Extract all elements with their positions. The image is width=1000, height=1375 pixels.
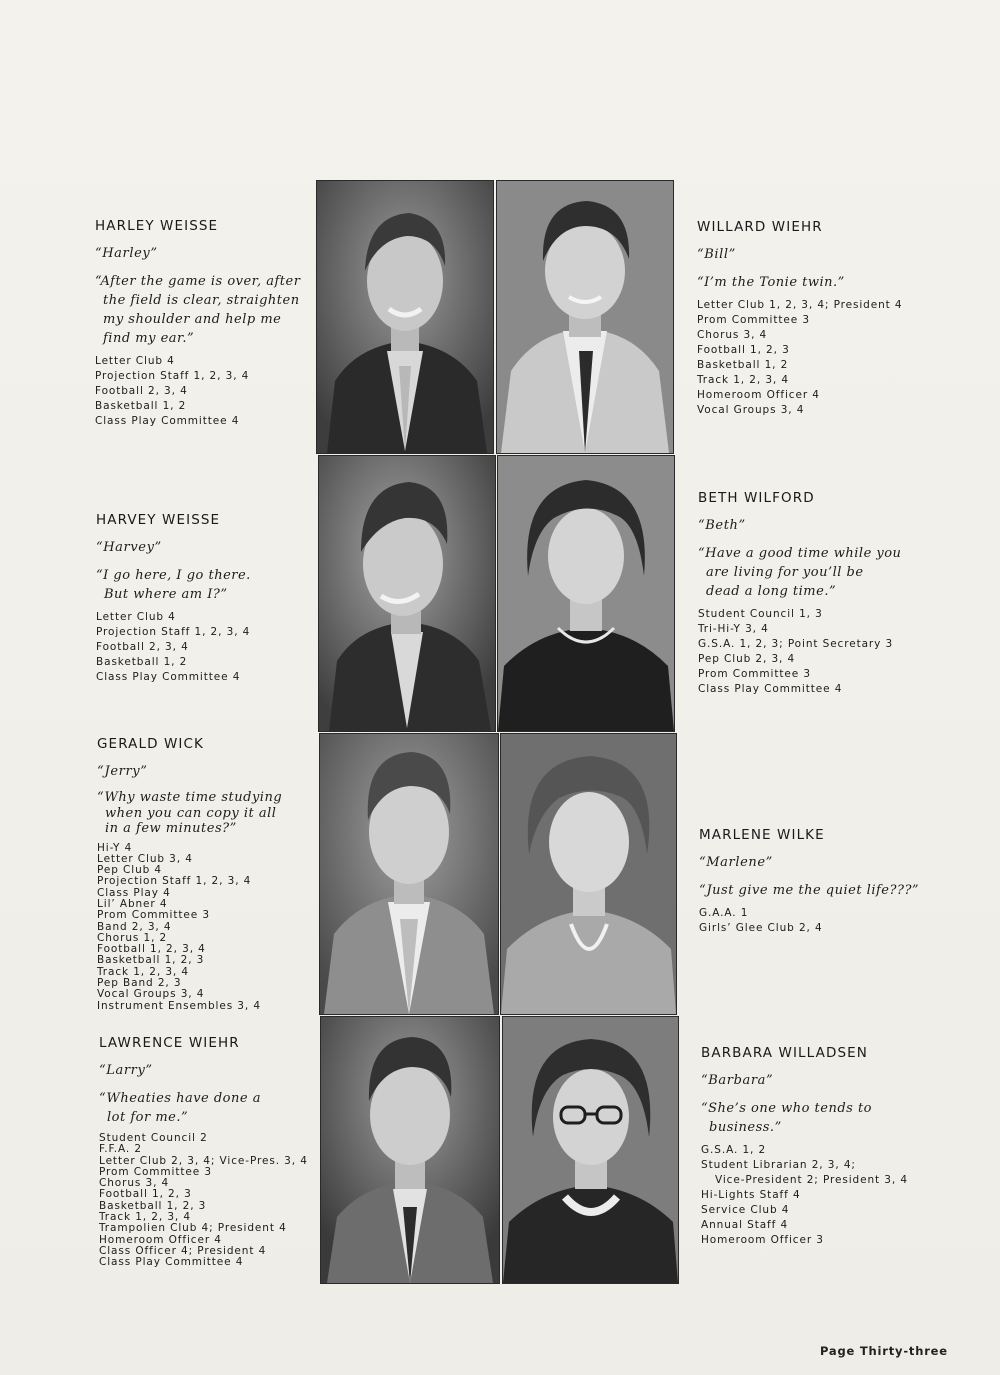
student-nickname: “Harley” — [95, 246, 158, 261]
activity-list — [96, 610, 316, 685]
student-quote — [699, 881, 959, 900]
activity-item: Letter Club 2, 3, 4; Vice-Pres. 3, 4 — [99, 1154, 308, 1167]
photo-harley-weisse — [316, 180, 494, 454]
student-quote — [697, 273, 957, 292]
quote-line: “After the game is over, after — [95, 274, 301, 289]
activity-item: Trampolien Club 4; President 4 — [99, 1222, 287, 1235]
student-entry-willard-wiehr — [697, 219, 957, 418]
activity-item: Class Play Committee 4 — [95, 415, 240, 427]
portrait-girl-icon — [501, 734, 676, 1014]
activity-item: Homeroom Officer 4 — [697, 389, 820, 401]
activity-item: G.A.A. 1 — [699, 907, 749, 919]
activity-item: Basketball 1, 2 — [95, 400, 187, 412]
quote-line: business.” — [709, 1120, 782, 1135]
portrait-girl-glasses-icon — [503, 1017, 678, 1283]
activity-item: Basketball 1, 2, 3 — [97, 954, 205, 967]
activity-item: Basketball 1, 2 — [96, 656, 188, 668]
quote-line: are living for you’ll be — [706, 565, 864, 580]
quote-line: “Wheaties have done a — [99, 1091, 261, 1106]
activity-item: Football 2, 3, 4 — [96, 641, 189, 653]
activity-item: Chorus 1, 2 — [97, 931, 168, 944]
activity-item: Pep Club 4 — [97, 864, 163, 877]
student-quote — [698, 544, 958, 601]
photo-harvey-weisse — [318, 455, 496, 732]
activity-item: Student Librarian 2, 3, 4; — [701, 1159, 856, 1171]
page-number: Page Thirty-three — [820, 1344, 948, 1358]
quote-line: “I go here, I go there. — [96, 568, 251, 583]
activity-item: Pep Club 2, 3, 4 — [698, 653, 796, 665]
activity-item: Prom Committee 3 — [697, 314, 810, 326]
student-quote — [95, 272, 315, 348]
activity-item: Football 1, 2, 3 — [99, 1188, 192, 1201]
activity-list — [701, 1143, 961, 1248]
activity-item: Instrument Ensembles 3, 4 — [97, 999, 261, 1012]
activity-item: Annual Staff 4 — [701, 1219, 789, 1231]
activity-item: Football 1, 2, 3, 4 — [97, 943, 206, 956]
photo-beth-wilford — [497, 455, 675, 732]
quote-line: “I’m the Tonie twin.” — [697, 275, 845, 290]
activity-item: Letter Club 3, 4 — [97, 852, 193, 865]
student-nickname: “Jerry” — [97, 764, 148, 779]
activity-item: Vice-President 2; President 3, 4 — [715, 1174, 908, 1186]
portrait-boy-icon — [321, 1017, 499, 1283]
activity-item: Prom Committee 3 — [698, 668, 811, 680]
activity-item: Student Council 1, 3 — [698, 608, 823, 620]
quote-line: find my ear.” — [103, 331, 195, 346]
student-name: GERALD WICK — [97, 736, 204, 752]
portrait-boy-icon — [497, 181, 673, 453]
activity-item: Tri-Hi-Y 3, 4 — [698, 623, 769, 635]
activity-item: Pep Band 2, 3 — [97, 977, 182, 990]
student-entry-barbara-willadsen — [701, 1045, 961, 1248]
portrait-boy-icon — [319, 456, 495, 731]
student-name: WILLARD WIEHR — [697, 219, 823, 235]
activity-item: Class Officer 4; President 4 — [99, 1244, 267, 1257]
activity-item: Letter Club 4 — [95, 355, 175, 367]
activity-list — [95, 354, 315, 429]
activity-item: Vocal Groups 3, 4 — [697, 404, 805, 416]
student-nickname: “Bill” — [697, 247, 736, 262]
activity-item: Football 1, 2, 3 — [697, 344, 790, 356]
quote-line: dead a long time.” — [706, 584, 837, 599]
quote-line: lot for me.” — [107, 1110, 189, 1125]
quote-line: “Just give me the quiet life???” — [699, 883, 920, 898]
portrait-boy-icon — [317, 181, 493, 453]
activity-item: Girls’ Glee Club 2, 4 — [699, 922, 823, 934]
activity-item: Band 2, 3, 4 — [97, 920, 172, 933]
activity-item: Hi-Y 4 — [97, 841, 133, 854]
portrait-girl-icon — [498, 456, 674, 731]
quote-line: my shoulder and help me — [103, 312, 282, 327]
student-name: MARLENE WILKE — [699, 827, 825, 843]
activity-item: Class Play Committee 4 — [698, 683, 843, 695]
activity-item: Letter Club 4 — [96, 611, 176, 623]
activity-item: Track 1, 2, 3, 4 — [99, 1211, 191, 1224]
activity-item: G.S.A. 1, 2 — [701, 1144, 767, 1156]
quote-line: But where am I?” — [104, 587, 228, 602]
activity-item: Service Club 4 — [701, 1204, 790, 1216]
student-name: HARLEY WEISSE — [95, 218, 219, 234]
quote-line: in a few minutes?” — [105, 821, 237, 836]
photo-gerald-wick — [319, 733, 499, 1015]
photo-lawrence-wiehr — [320, 1016, 500, 1284]
student-quote — [701, 1099, 961, 1137]
student-nickname: “Beth” — [698, 518, 746, 533]
student-quote — [99, 1089, 319, 1127]
activity-item: Projection Staff 1, 2, 3, 4 — [95, 370, 250, 382]
student-entry-harvey-weisse — [96, 512, 316, 685]
student-quote — [96, 566, 316, 604]
activity-item: Hi-Lights Staff 4 — [701, 1189, 801, 1201]
quote-line: “Have a good time while you — [698, 546, 902, 561]
student-entry-beth-wilford — [698, 490, 958, 697]
activity-item: Class Play Committee 4 — [99, 1256, 244, 1269]
activity-item: Letter Club 1, 2, 3, 4; President 4 — [697, 299, 903, 311]
activity-item: G.S.A. 1, 2, 3; Point Secretary 3 — [698, 638, 894, 650]
student-entry-marlene-wilke — [699, 827, 959, 936]
activity-item: Homeroom Officer 4 — [99, 1233, 222, 1246]
activity-item: Track 1, 2, 3, 4 — [697, 374, 789, 386]
activity-item: Football 2, 3, 4 — [95, 385, 188, 397]
activity-item: Class Play 4 — [97, 886, 171, 899]
activity-list — [697, 298, 957, 418]
quote-line: the field is clear, straighten — [103, 293, 300, 308]
student-entry-gerald-wick — [97, 736, 317, 1012]
activity-item: Chorus 3, 4 — [99, 1177, 170, 1190]
student-entry-lawrence-wiehr — [99, 1035, 319, 1269]
photo-marlene-wilke — [500, 733, 677, 1015]
quote-line: “She’s one who tends to — [701, 1101, 873, 1116]
activity-item: Homeroom Officer 3 — [701, 1234, 824, 1246]
student-quote — [97, 790, 317, 837]
student-entry-harley-weisse — [95, 218, 315, 429]
student-name: LAWRENCE WIEHR — [99, 1035, 240, 1051]
activity-item: Track 1, 2, 3, 4 — [97, 965, 189, 978]
activity-item: Prom Committee 3 — [97, 909, 210, 922]
activity-item: Basketball 1, 2, 3 — [99, 1199, 207, 1212]
activity-item: Vocal Groups 3, 4 — [97, 988, 205, 1001]
student-nickname: “Marlene” — [699, 855, 773, 870]
activity-item: Lil’ Abner 4 — [97, 897, 168, 910]
student-nickname: “Harvey” — [96, 540, 162, 555]
activity-item: F.F.A. 2 — [99, 1143, 142, 1156]
student-nickname: “Barbara” — [701, 1073, 774, 1088]
portrait-boy-icon — [320, 734, 498, 1014]
activity-item: Chorus 3, 4 — [697, 329, 768, 341]
student-name: BARBARA WILLADSEN — [701, 1045, 868, 1061]
photo-barbara-willadsen — [502, 1016, 679, 1284]
activity-item: Class Play Committee 4 — [96, 671, 241, 683]
quote-line: “Why waste time studying — [97, 790, 283, 805]
activity-item: Projection Staff 1, 2, 3, 4 — [96, 626, 251, 638]
activity-list — [97, 843, 317, 1012]
activity-list — [698, 607, 958, 697]
activity-item: Projection Staff 1, 2, 3, 4 — [97, 875, 252, 888]
photo-willard-wiehr — [496, 180, 674, 454]
activity-item: Prom Committee 3 — [99, 1165, 212, 1178]
quote-line: when you can copy it all — [105, 805, 277, 821]
student-name: HARVEY WEISSE — [96, 512, 221, 528]
activity-item: Student Council 2 — [99, 1132, 208, 1144]
activity-list — [99, 1133, 319, 1269]
activity-item: Basketball 1, 2 — [697, 359, 789, 371]
student-nickname: “Larry” — [99, 1063, 153, 1078]
activity-list — [699, 906, 959, 936]
student-name: BETH WILFORD — [698, 490, 815, 506]
